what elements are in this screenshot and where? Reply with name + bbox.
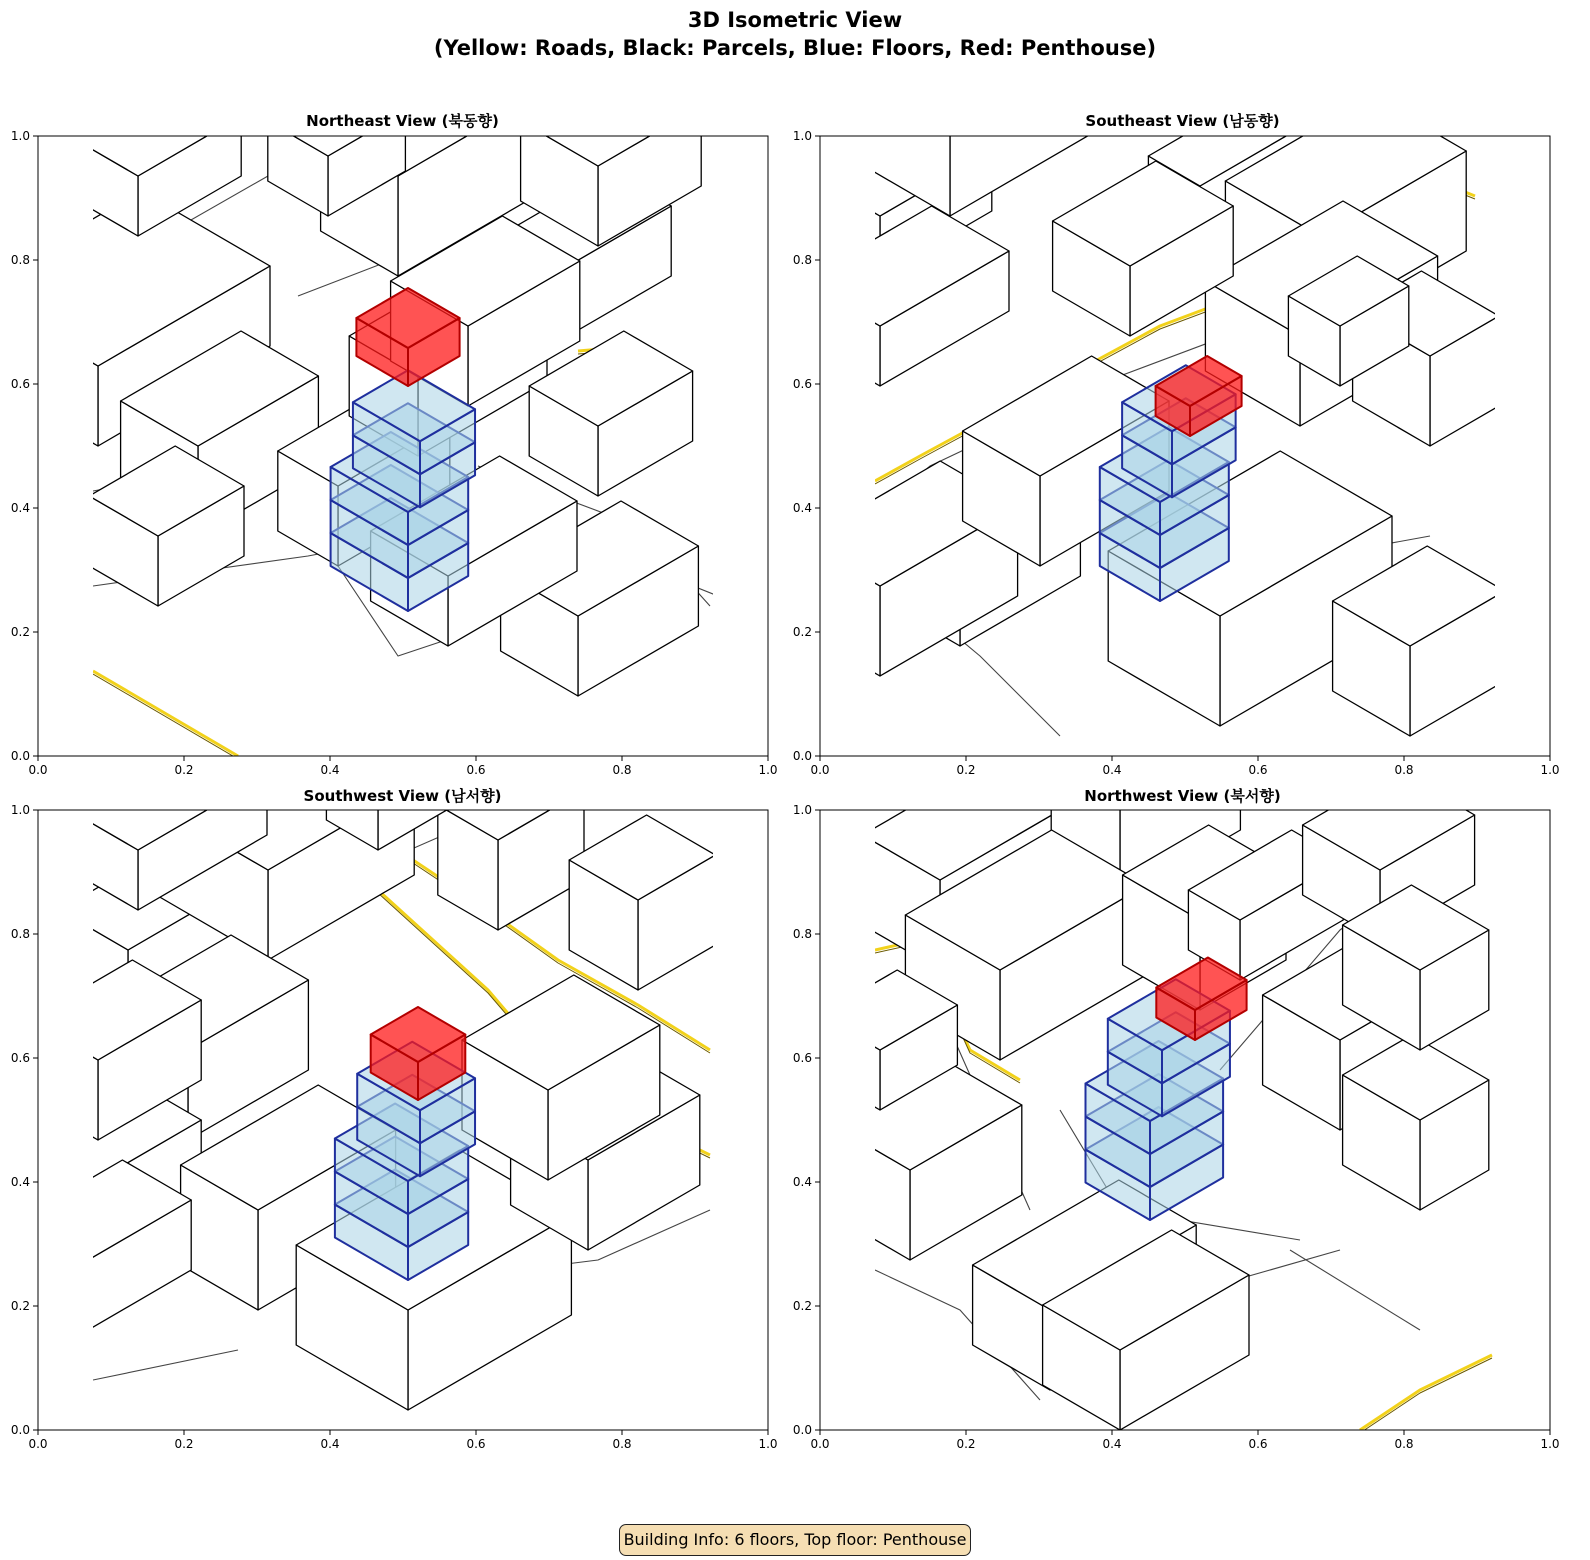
y-tick-label: 0.0 — [10, 749, 30, 763]
x-tick-label: 0.4 — [320, 1437, 340, 1451]
panel-title-northeast: Northeast View (북동향) — [306, 112, 499, 130]
x-tick-label: 0.2 — [174, 763, 194, 777]
y-tick-label: 0.2 — [10, 625, 30, 639]
panel-title-southwest: Southwest View (남서향) — [303, 787, 502, 805]
x-tick-label: 0.6 — [1248, 1437, 1268, 1451]
x-tick-label: 0.2 — [956, 763, 976, 777]
x-tick-label: 0.6 — [466, 763, 486, 777]
y-tick-label: 0.0 — [792, 1423, 812, 1437]
x-tick-label: 1.0 — [758, 1437, 778, 1451]
scene-2 — [19, 720, 715, 1410]
x-tick-label: 0.2 — [956, 1437, 976, 1451]
x-tick-label: 0.0 — [810, 763, 830, 777]
context-building — [569, 815, 715, 990]
x-tick-label: 0.6 — [466, 1437, 486, 1451]
y-tick-label: 0.2 — [792, 625, 812, 639]
context-building-face-right — [138, 116, 241, 236]
y-tick-label: 1.0 — [10, 803, 30, 817]
x-tick-label: 0.8 — [1394, 1437, 1414, 1451]
panel-title-northwest: Northwest View (북서향) — [1084, 787, 1281, 805]
context-building-face-left — [811, 176, 880, 276]
context-building-face-left — [19, 1220, 88, 1330]
building-info-box: Building Info: 6 floors, Top floor: Penthouse — [619, 1524, 971, 1556]
context-building-face-left — [29, 1020, 98, 1140]
y-tick-label: 1.0 — [792, 129, 812, 143]
parcel-line — [93, 1350, 238, 1380]
x-tick-label: 0.0 — [810, 1437, 830, 1451]
y-tick-label: 0.8 — [792, 927, 812, 941]
x-tick-label: 0.8 — [1394, 763, 1414, 777]
x-tick-label: 0.6 — [1248, 763, 1268, 777]
y-tick-label: 0.2 — [792, 1299, 812, 1313]
road-line — [1360, 1355, 1492, 1430]
x-tick-label: 0.4 — [1102, 1437, 1122, 1451]
context-building-face-left — [803, 541, 880, 676]
context-building-face-left — [21, 1135, 98, 1250]
scene-0 — [0, 51, 718, 759]
panel-southeast-view — [792, 129, 1560, 777]
y-tick-label: 0.0 — [792, 749, 812, 763]
panel-southwest-view — [10, 803, 778, 1451]
y-tick-label: 0.6 — [10, 1051, 30, 1065]
panel-northeast-view — [10, 129, 778, 777]
road-line — [93, 671, 238, 756]
parcel-line — [1290, 1250, 1420, 1330]
panel-title-southeast: Southeast View (남동향) — [1085, 112, 1280, 130]
y-tick-label: 0.4 — [10, 501, 30, 515]
context-building — [69, 76, 241, 236]
y-tick-label: 0.4 — [792, 501, 812, 515]
y-tick-label: 0.2 — [10, 1299, 30, 1313]
y-tick-label: 0.8 — [792, 253, 812, 267]
x-tick-label: 0.8 — [612, 1437, 632, 1451]
x-tick-label: 1.0 — [1540, 1437, 1560, 1451]
panel-northwest-view — [792, 803, 1560, 1451]
x-tick-label: 1.0 — [1540, 763, 1560, 777]
x-tick-label: 0.2 — [174, 1437, 194, 1451]
context-building-face-left — [820, 1015, 880, 1110]
x-tick-label: 1.0 — [758, 763, 778, 777]
y-tick-label: 1.0 — [10, 129, 30, 143]
context-building — [19, 1160, 191, 1330]
x-tick-label: 0.0 — [28, 1437, 48, 1451]
y-tick-label: 0.6 — [10, 377, 30, 391]
y-tick-label: 0.6 — [792, 1051, 812, 1065]
context-building — [438, 755, 584, 930]
y-tick-label: 1.0 — [792, 803, 812, 817]
x-tick-label: 0.4 — [1102, 763, 1122, 777]
context-building-face-left — [0, 291, 98, 446]
y-tick-label: 0.8 — [10, 253, 30, 267]
x-tick-label: 0.4 — [320, 763, 340, 777]
context-building — [803, 206, 1009, 386]
context-building-face-left — [828, 830, 880, 930]
context-building-face-left — [803, 281, 880, 386]
y-tick-label: 0.4 — [792, 1175, 812, 1189]
figure-title-line1: 3D Isometric View — [687, 8, 903, 32]
context-building-face-left — [268, 121, 328, 216]
y-tick-label: 0.0 — [10, 1423, 30, 1437]
road-edge-line — [93, 674, 238, 759]
y-tick-label: 0.8 — [10, 927, 30, 941]
figure-title-line2: (Yellow: Roads, Black: Parcels, Blue: Floors, Red: Penthouse) — [433, 36, 1157, 60]
y-tick-label: 0.6 — [792, 377, 812, 391]
road-edge-line — [1360, 1358, 1492, 1433]
x-tick-label: 0.8 — [612, 763, 632, 777]
y-tick-label: 0.4 — [10, 1175, 30, 1189]
figure-title — [0, 6, 1590, 62]
x-tick-label: 0.0 — [28, 763, 48, 777]
